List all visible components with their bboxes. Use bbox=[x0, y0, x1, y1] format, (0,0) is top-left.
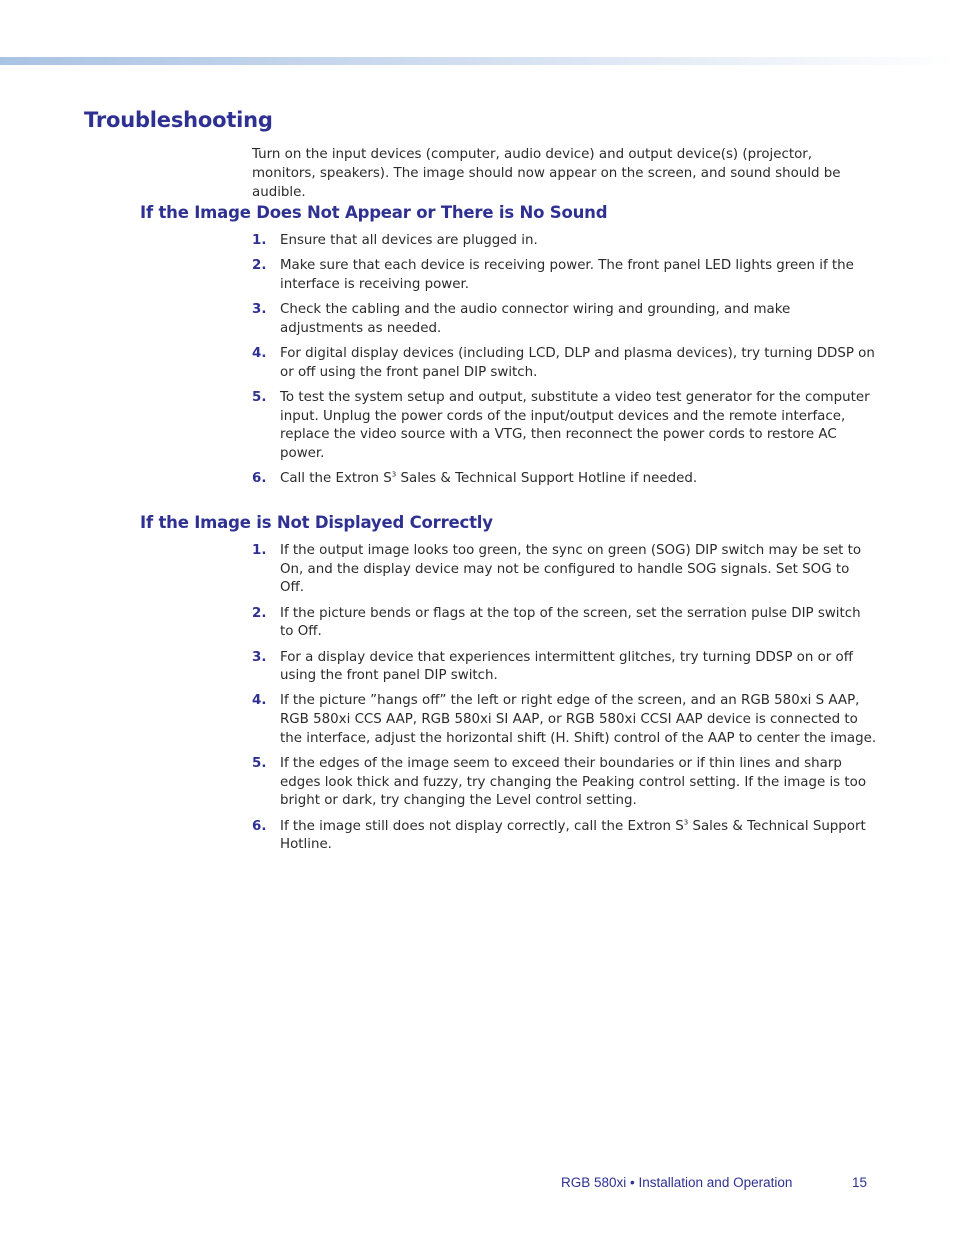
list-item bbox=[252, 301, 877, 338]
step-text-before: Call the Extron S bbox=[280, 471, 392, 487]
step-number: 1. bbox=[252, 233, 267, 248]
intro-paragraph: Turn on the input devices (computer, audio device) and output device(s) (projector, monitors, speakers). The image should now appear on the screen, and sound should be audible. bbox=[252, 147, 841, 200]
step-text-after: Sales & Technical Support Hotline. bbox=[280, 818, 866, 853]
step-number: 5. bbox=[252, 756, 267, 772]
step-text: If the output image looks too green, the sync on green (SOG) DIP switch may be set to On, and the display device may not be configured to handle SOG signals. Set SOG to Off. bbox=[280, 543, 862, 596]
page-title: Troubleshooting bbox=[84, 108, 273, 132]
step-text bbox=[280, 471, 697, 486]
list-item bbox=[252, 389, 877, 464]
step-text-after: Sales & Technical Support Hotline if needed. bbox=[396, 471, 698, 487]
step-text: If the edges of the image seem to exceed their boundaries or if thin lines and sharp edges look thick and fuzzy, try changing the Peaking control setting. If the image is too bright or dark, try changing the Level control setting. bbox=[280, 756, 867, 809]
header-gradient-bar bbox=[0, 57, 954, 65]
list-item bbox=[252, 692, 877, 748]
list-item bbox=[252, 470, 877, 489]
superscript: 3 bbox=[683, 818, 689, 827]
section-heading-no-image: If the Image Does Not Appear or There is No Sound bbox=[140, 203, 608, 222]
list-item bbox=[252, 649, 877, 686]
step-number: 4. bbox=[252, 346, 267, 362]
step-number: 3. bbox=[252, 302, 267, 318]
step-number: 6. bbox=[252, 471, 267, 487]
step-text-before: If the image still does not display correctly, call the Extron S bbox=[280, 818, 684, 834]
step-text: For digital display devices (including LCD, DLP and plasma devices), try turning DDSP on or off using the front panel DIP switch. bbox=[280, 346, 875, 380]
section-heading-not-displayed: If the Image is Not Displayed Correctly bbox=[140, 513, 493, 532]
footer-doc-title: RGB 580xi • Installation and Operation bbox=[561, 1175, 793, 1190]
list-item bbox=[252, 542, 877, 598]
step-number: 2. bbox=[252, 605, 267, 621]
step-number: 1. bbox=[252, 543, 267, 558]
steps-list-not-displayed bbox=[252, 542, 877, 862]
list-item bbox=[252, 605, 877, 642]
step-text: To test the system setup and output, substitute a video test generator for the computer input. Unplug the power cords of the input/output devices and the remote interface, replace the video source with a VTG, then reconnect the power cords to restore AC power. bbox=[280, 389, 870, 462]
step-text: Make sure that each device is receiving power. The front panel LED lights green if the interface is receiving power. bbox=[280, 258, 854, 292]
step-number: 3. bbox=[252, 649, 267, 665]
list-item bbox=[252, 257, 877, 294]
list-item bbox=[252, 755, 877, 811]
step-text: If the picture ”hangs off” the left or right edge of the screen, and an RGB 580xi S AAP, RGB 580xi CCS AAP, RGB 580xi SI AAP, or RGB 580xi CCSI AAP device is connected to the interface, adjust the horizontal shift (H. Shift) control of the AAP to center the image. bbox=[280, 693, 877, 746]
list-item bbox=[252, 232, 877, 251]
steps-list-no-image bbox=[252, 232, 877, 495]
step-number: 2. bbox=[252, 258, 267, 274]
superscript: 3 bbox=[391, 470, 397, 479]
footer-page-number: 15 bbox=[852, 1175, 868, 1190]
step-number: 5. bbox=[252, 389, 267, 405]
step-text bbox=[280, 819, 866, 853]
step-number: 4. bbox=[252, 693, 267, 709]
step-text: Check the cabling and the audio connector wiring and grounding, and make adjustments as needed. bbox=[280, 302, 791, 336]
step-text: If the picture bends or flags at the top of the screen, set the serration pulse DIP switch to Off. bbox=[280, 605, 861, 640]
step-text: Ensure that all devices are plugged in. bbox=[280, 233, 538, 248]
list-item bbox=[252, 345, 877, 382]
list-item bbox=[252, 818, 877, 855]
step-number: 6. bbox=[252, 818, 267, 834]
step-text: For a display device that experiences intermittent glitches, try turning DDSP on or off using the front panel DIP switch. bbox=[280, 649, 853, 684]
